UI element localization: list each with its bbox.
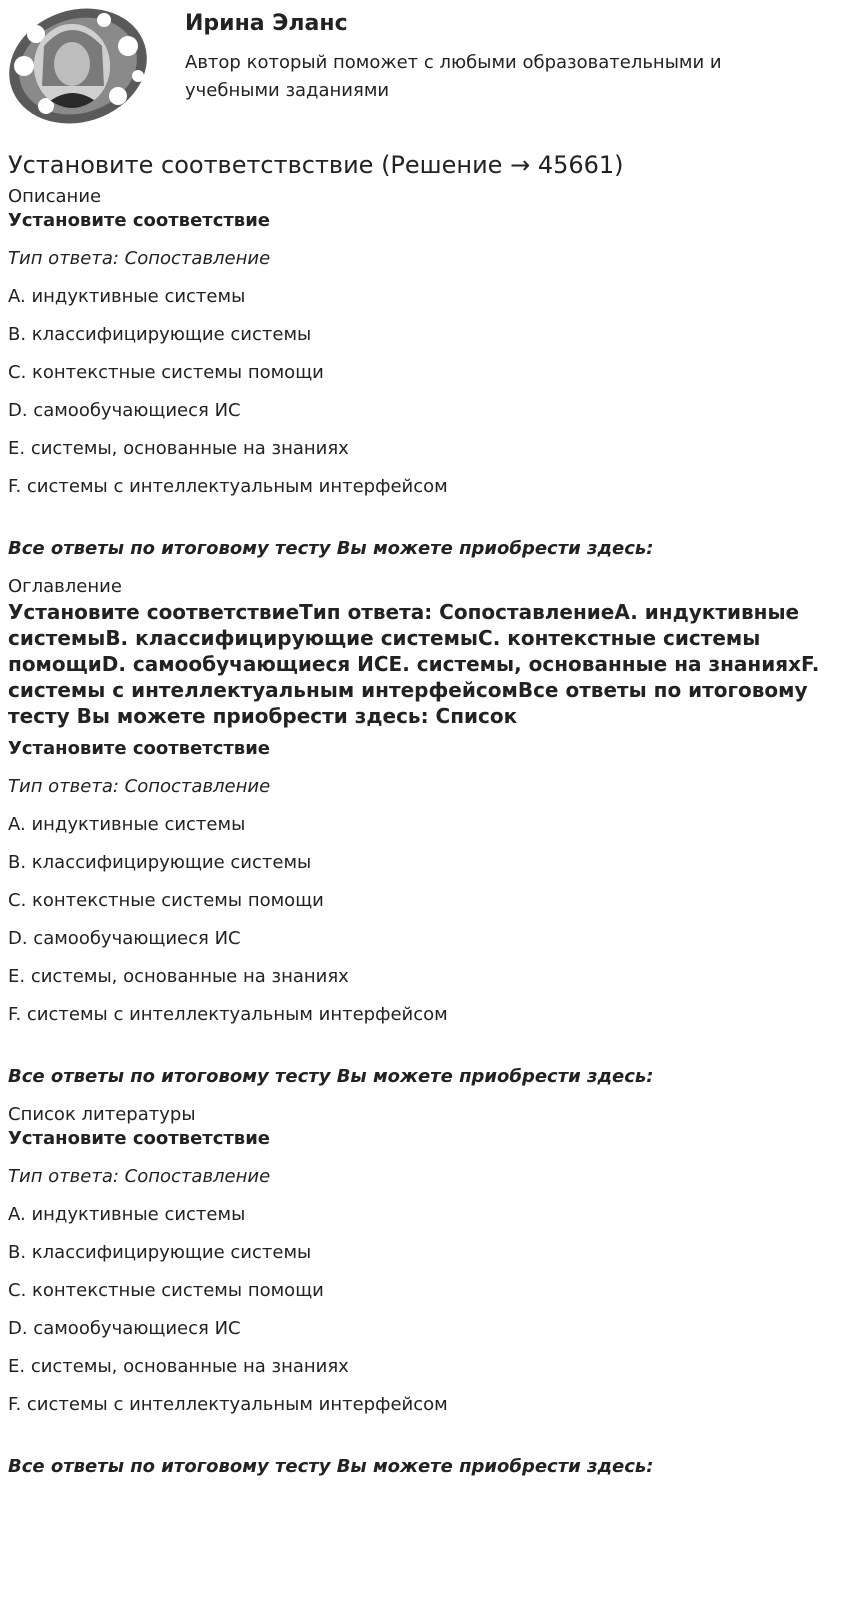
toc-label: Оглавление [8, 576, 122, 597]
option-item: E. системы, основанные на знаниях [8, 438, 349, 459]
option-item: C. контекстные системы помощи [8, 890, 324, 911]
description-block [8, 209, 843, 561]
option-item: C. контекстные системы помощи [8, 1280, 324, 1301]
option-item: B. классифицирующие системы [8, 1242, 312, 1263]
question-type: Тип ответа: Сопоставление [8, 248, 271, 269]
author-name: Ирина Эланс [185, 11, 348, 36]
purchase-note: Все ответы по итоговому тесту Вы можете приобрести здесь: [8, 538, 654, 559]
question-title: Установите соответствие [8, 210, 271, 231]
main-content [8, 148, 843, 1493]
spacer [8, 1041, 843, 1065]
author-header [0, 0, 847, 140]
option-item: A. индуктивные системы [8, 286, 246, 307]
purchase-note: Все ответы по итоговому тесту Вы можете приобрести здесь: [8, 1456, 654, 1477]
option-item: A. индуктивные системы [8, 814, 246, 835]
toc-block [8, 737, 843, 1089]
option-item: F. системы с интеллектуальным интерфейсом [8, 1394, 448, 1415]
option-item: C. контекстные системы помощи [8, 362, 324, 383]
spacer [8, 513, 843, 537]
literature-label: Список литературы [8, 1104, 196, 1125]
question-type: Тип ответа: Сопоставление [8, 776, 271, 797]
spacer [8, 1431, 843, 1455]
option-item: D. самообучающиеся ИС [8, 928, 241, 949]
option-item: E. системы, основанные на знаниях [8, 1356, 349, 1377]
description-label: Описание [8, 186, 102, 207]
option-item: F. системы с интеллектуальным интерфейсом [8, 476, 448, 497]
author-avatar [6, 6, 152, 128]
option-item: B. классифицирующие системы [8, 324, 312, 345]
option-item: F. системы с интеллектуальным интерфейсом [8, 1004, 448, 1025]
question-type: Тип ответа: Сопоставление [8, 1166, 271, 1187]
question-title: Установите соответствие [8, 738, 271, 759]
author-description: Автор который поможет с любыми образовательными и учебными заданиями [185, 52, 722, 101]
question-title: Установите соответствие [8, 1128, 271, 1149]
option-item: D. самообучающиеся ИС [8, 1318, 241, 1339]
option-item: A. индуктивные системы [8, 1204, 246, 1225]
option-item: E. системы, основанные на знаниях [8, 966, 349, 987]
toc-heading: Установите соответствиеТип ответа: СопоставлениеA. индуктивные системыB. классифицирующие системыC. контекстные системы помощиD. самообучающиеся ИСE. системы, основанные на знанияхF. системы с интеллектуальным интерфейсомВсе ответы по итоговому тесту Вы можете приобрести здесь: Список [8, 600, 820, 728]
page-title: Установите соответствствие (Решение → 45661) [8, 151, 624, 179]
literature-block [8, 1127, 843, 1479]
option-item: B. классифицирующие системы [8, 852, 312, 873]
option-item: D. самообучающиеся ИС [8, 400, 241, 421]
purchase-note: Все ответы по итоговому тесту Вы можете приобрести здесь: [8, 1066, 654, 1087]
